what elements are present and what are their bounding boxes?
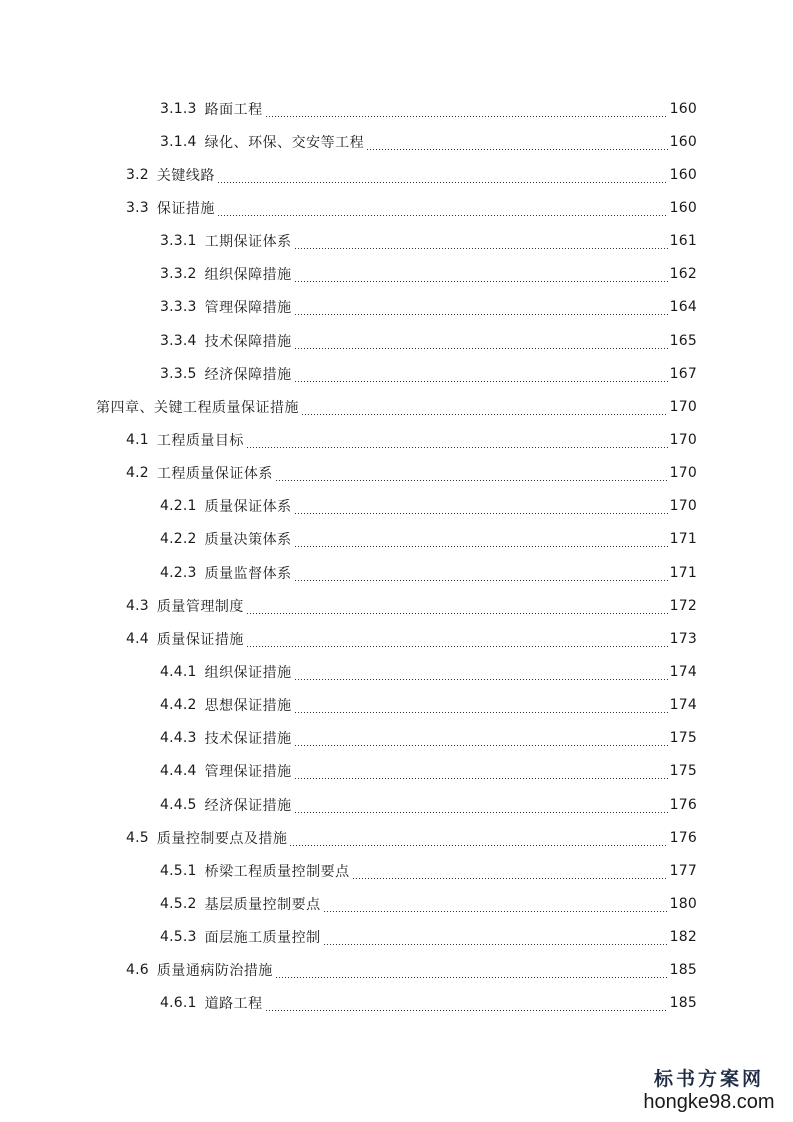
- toc-entry[interactable]: [0, 755, 793, 788]
- toc-entry-page-number: 170: [669, 431, 697, 448]
- toc-entry-title: 工程质量目标: [156, 432, 244, 449]
- dot-leader: [294, 236, 668, 250]
- dot-leader: [294, 800, 668, 814]
- toc-entry-page-number: 161: [669, 233, 697, 250]
- toc-entry-number: 3.3.2: [160, 266, 197, 283]
- toc-entry-page-number: 171: [669, 564, 697, 581]
- watermark-logo: [639, 1064, 779, 1114]
- dot-leader: [217, 203, 668, 217]
- toc-entry-page-number: 173: [669, 630, 697, 647]
- toc-entry-title: 保证措施: [156, 200, 215, 217]
- toc-entry-number: 4.4.5: [160, 796, 197, 813]
- toc-entry-title: 路面工程: [204, 101, 263, 118]
- toc-entry-title: 工期保证体系: [204, 234, 292, 251]
- toc-entry-number: 3.3.5: [160, 365, 197, 382]
- toc-entry-number: 3.3.1: [160, 233, 197, 250]
- dot-leader: [323, 899, 668, 913]
- toc-entry-title: 绿化、环保、交安等工程: [204, 134, 365, 151]
- watermark-domain: hongke98.com: [643, 1091, 775, 1113]
- toc-entry[interactable]: [0, 622, 793, 655]
- toc-entry-number: 3.1.3: [160, 100, 197, 117]
- toc-entry-title: 管理保证措施: [204, 764, 292, 781]
- toc-entry-title: 基层质量控制要点: [204, 896, 321, 913]
- table-of-contents: [0, 92, 793, 1020]
- toc-entry-page-number: 185: [669, 995, 697, 1012]
- toc-entry[interactable]: [0, 821, 793, 854]
- toc-entry-page-number: 176: [669, 829, 697, 846]
- toc-entry-number: 4.1: [126, 431, 149, 448]
- toc-entry-title: 关键线路: [156, 167, 215, 184]
- toc-entry-number: 3.1.4: [160, 133, 197, 150]
- toc-entry[interactable]: [0, 887, 793, 920]
- toc-entry-title: 技术保证措施: [204, 731, 292, 748]
- toc-entry-number: 3.3.3: [160, 299, 197, 316]
- toc-entry-title: 桥梁工程质量控制要点: [204, 863, 350, 880]
- toc-entry-page-number: 174: [669, 663, 697, 680]
- toc-entry-number: 4.6.1: [160, 995, 197, 1012]
- toc-entry-title: 质量决策体系: [204, 532, 292, 549]
- toc-entry[interactable]: [0, 225, 793, 258]
- toc-entry-title: 质量控制要点及措施: [156, 830, 288, 847]
- toc-entry-page-number: 180: [669, 895, 697, 912]
- toc-entry-number: 3.3.4: [160, 332, 197, 349]
- toc-entry-number: 4.2: [126, 465, 149, 482]
- dot-leader: [217, 170, 668, 184]
- dot-leader: [246, 634, 668, 648]
- toc-entry[interactable]: [0, 291, 793, 324]
- toc-entry-title: 工程质量保证体系: [156, 466, 273, 483]
- dot-leader: [294, 733, 668, 747]
- toc-entry[interactable]: [0, 854, 793, 887]
- toc-entry-page-number: 170: [669, 465, 697, 482]
- dot-leader: [294, 766, 668, 780]
- toc-entry[interactable]: [0, 722, 793, 755]
- toc-entry-title: 第四章、关键工程质量保证措施: [96, 399, 299, 416]
- toc-entry[interactable]: [0, 357, 793, 390]
- toc-entry-title: 思想保证措施: [204, 698, 292, 715]
- toc-entry-page-number: 160: [669, 199, 697, 216]
- toc-entry-page-number: 185: [669, 962, 697, 979]
- toc-entry-title: 组织保证措施: [204, 664, 292, 681]
- watermark-title: 标书方案网: [653, 1068, 764, 1090]
- toc-entry-title: 质量保证体系: [204, 499, 292, 516]
- toc-entry-title: 经济保障措施: [204, 366, 292, 383]
- toc-entry-page-number: 164: [669, 299, 697, 316]
- toc-entry-title: 管理保障措施: [204, 300, 292, 317]
- dot-leader: [289, 833, 667, 847]
- toc-entry[interactable]: [0, 92, 793, 125]
- toc-entry-page-number: 160: [669, 166, 697, 183]
- toc-entry-title: 道路工程: [204, 996, 263, 1013]
- dot-leader: [265, 998, 668, 1012]
- dot-leader: [294, 336, 668, 350]
- toc-entry-number: 4.5.3: [160, 929, 197, 946]
- dot-leader: [294, 501, 668, 515]
- toc-entry-title: 质量通病防治措施: [156, 963, 273, 980]
- toc-entry-title: 质量监督体系: [204, 565, 292, 582]
- toc-entry[interactable]: [0, 655, 793, 688]
- toc-entry[interactable]: [0, 457, 793, 490]
- dot-leader: [294, 302, 668, 316]
- toc-entry-title: 质量保证措施: [156, 631, 244, 648]
- dot-leader: [366, 137, 668, 151]
- toc-entry-number: 4.2.1: [160, 498, 197, 515]
- toc-entry[interactable]: [0, 788, 793, 821]
- toc-entry-page-number: 172: [669, 597, 697, 614]
- dot-leader: [246, 601, 668, 615]
- toc-entry[interactable]: [0, 390, 793, 423]
- toc-entry-number: 4.2.2: [160, 531, 197, 548]
- toc-entry-number: 3.2: [126, 166, 149, 183]
- toc-entry-title: 经济保证措施: [204, 797, 292, 814]
- toc-entry-page-number: 176: [669, 796, 697, 813]
- toc-entry-page-number: 177: [669, 862, 697, 879]
- dot-leader: [294, 667, 668, 681]
- toc-entry-number: 4.4.4: [160, 763, 197, 780]
- dot-leader: [294, 568, 668, 582]
- toc-entry[interactable]: [0, 589, 793, 622]
- toc-entry-title: 面层施工质量控制: [204, 930, 321, 947]
- toc-entry-number: 4.3: [126, 597, 149, 614]
- toc-entry-number: 4.4.3: [160, 730, 197, 747]
- toc-entry-number: 4.6: [126, 962, 149, 979]
- toc-entry-page-number: 182: [669, 929, 697, 946]
- toc-entry-page-number: 170: [669, 498, 697, 515]
- toc-entry-page-number: 167: [669, 365, 697, 382]
- toc-entry-number: 4.4.2: [160, 697, 197, 714]
- toc-entry-page-number: 175: [669, 730, 697, 747]
- dot-leader: [294, 700, 668, 714]
- toc-entry-page-number: 160: [669, 133, 697, 150]
- dot-leader: [294, 534, 668, 548]
- toc-entry-page-number: 165: [669, 332, 697, 349]
- dot-leader: [275, 965, 668, 979]
- dot-leader: [265, 104, 668, 118]
- dot-leader: [294, 369, 668, 383]
- toc-entry-number: 4.4: [126, 630, 149, 647]
- toc-entry-title: 技术保障措施: [204, 333, 292, 350]
- toc-entry-page-number: 170: [669, 398, 697, 415]
- toc-entry[interactable]: [0, 125, 793, 158]
- toc-entry[interactable]: [0, 689, 793, 722]
- toc-entry-number: 4.2.3: [160, 564, 197, 581]
- dot-leader: [352, 866, 668, 880]
- toc-entry[interactable]: [0, 258, 793, 291]
- toc-entry[interactable]: [0, 324, 793, 357]
- toc-entry-page-number: 175: [669, 763, 697, 780]
- dot-leader: [323, 932, 668, 946]
- toc-entry-number: 4.5: [126, 829, 149, 846]
- toc-entry[interactable]: [0, 954, 793, 987]
- toc-entry[interactable]: [0, 191, 793, 224]
- toc-entry[interactable]: [0, 523, 793, 556]
- dot-leader: [275, 468, 668, 482]
- dot-leader: [301, 402, 668, 416]
- toc-entry-page-number: 160: [669, 100, 697, 117]
- toc-entry[interactable]: [0, 987, 793, 1020]
- toc-entry-page-number: 162: [669, 266, 697, 283]
- toc-entry[interactable]: [0, 921, 793, 954]
- toc-entry-page-number: 174: [669, 697, 697, 714]
- toc-entry-number: 4.5.1: [160, 862, 197, 879]
- toc-entry-number: 4.4.1: [160, 663, 197, 680]
- toc-entry[interactable]: [0, 158, 793, 191]
- toc-entry-number: 3.3: [126, 199, 149, 216]
- toc-entry-title: 组织保障措施: [204, 267, 292, 284]
- toc-entry-page-number: 171: [669, 531, 697, 548]
- dot-leader: [246, 435, 668, 449]
- toc-entry[interactable]: [0, 556, 793, 589]
- dot-leader: [294, 269, 668, 283]
- toc-entry[interactable]: [0, 490, 793, 523]
- toc-entry[interactable]: [0, 423, 793, 456]
- toc-entry-title: 质量管理制度: [156, 598, 244, 615]
- toc-entry-number: 4.5.2: [160, 895, 197, 912]
